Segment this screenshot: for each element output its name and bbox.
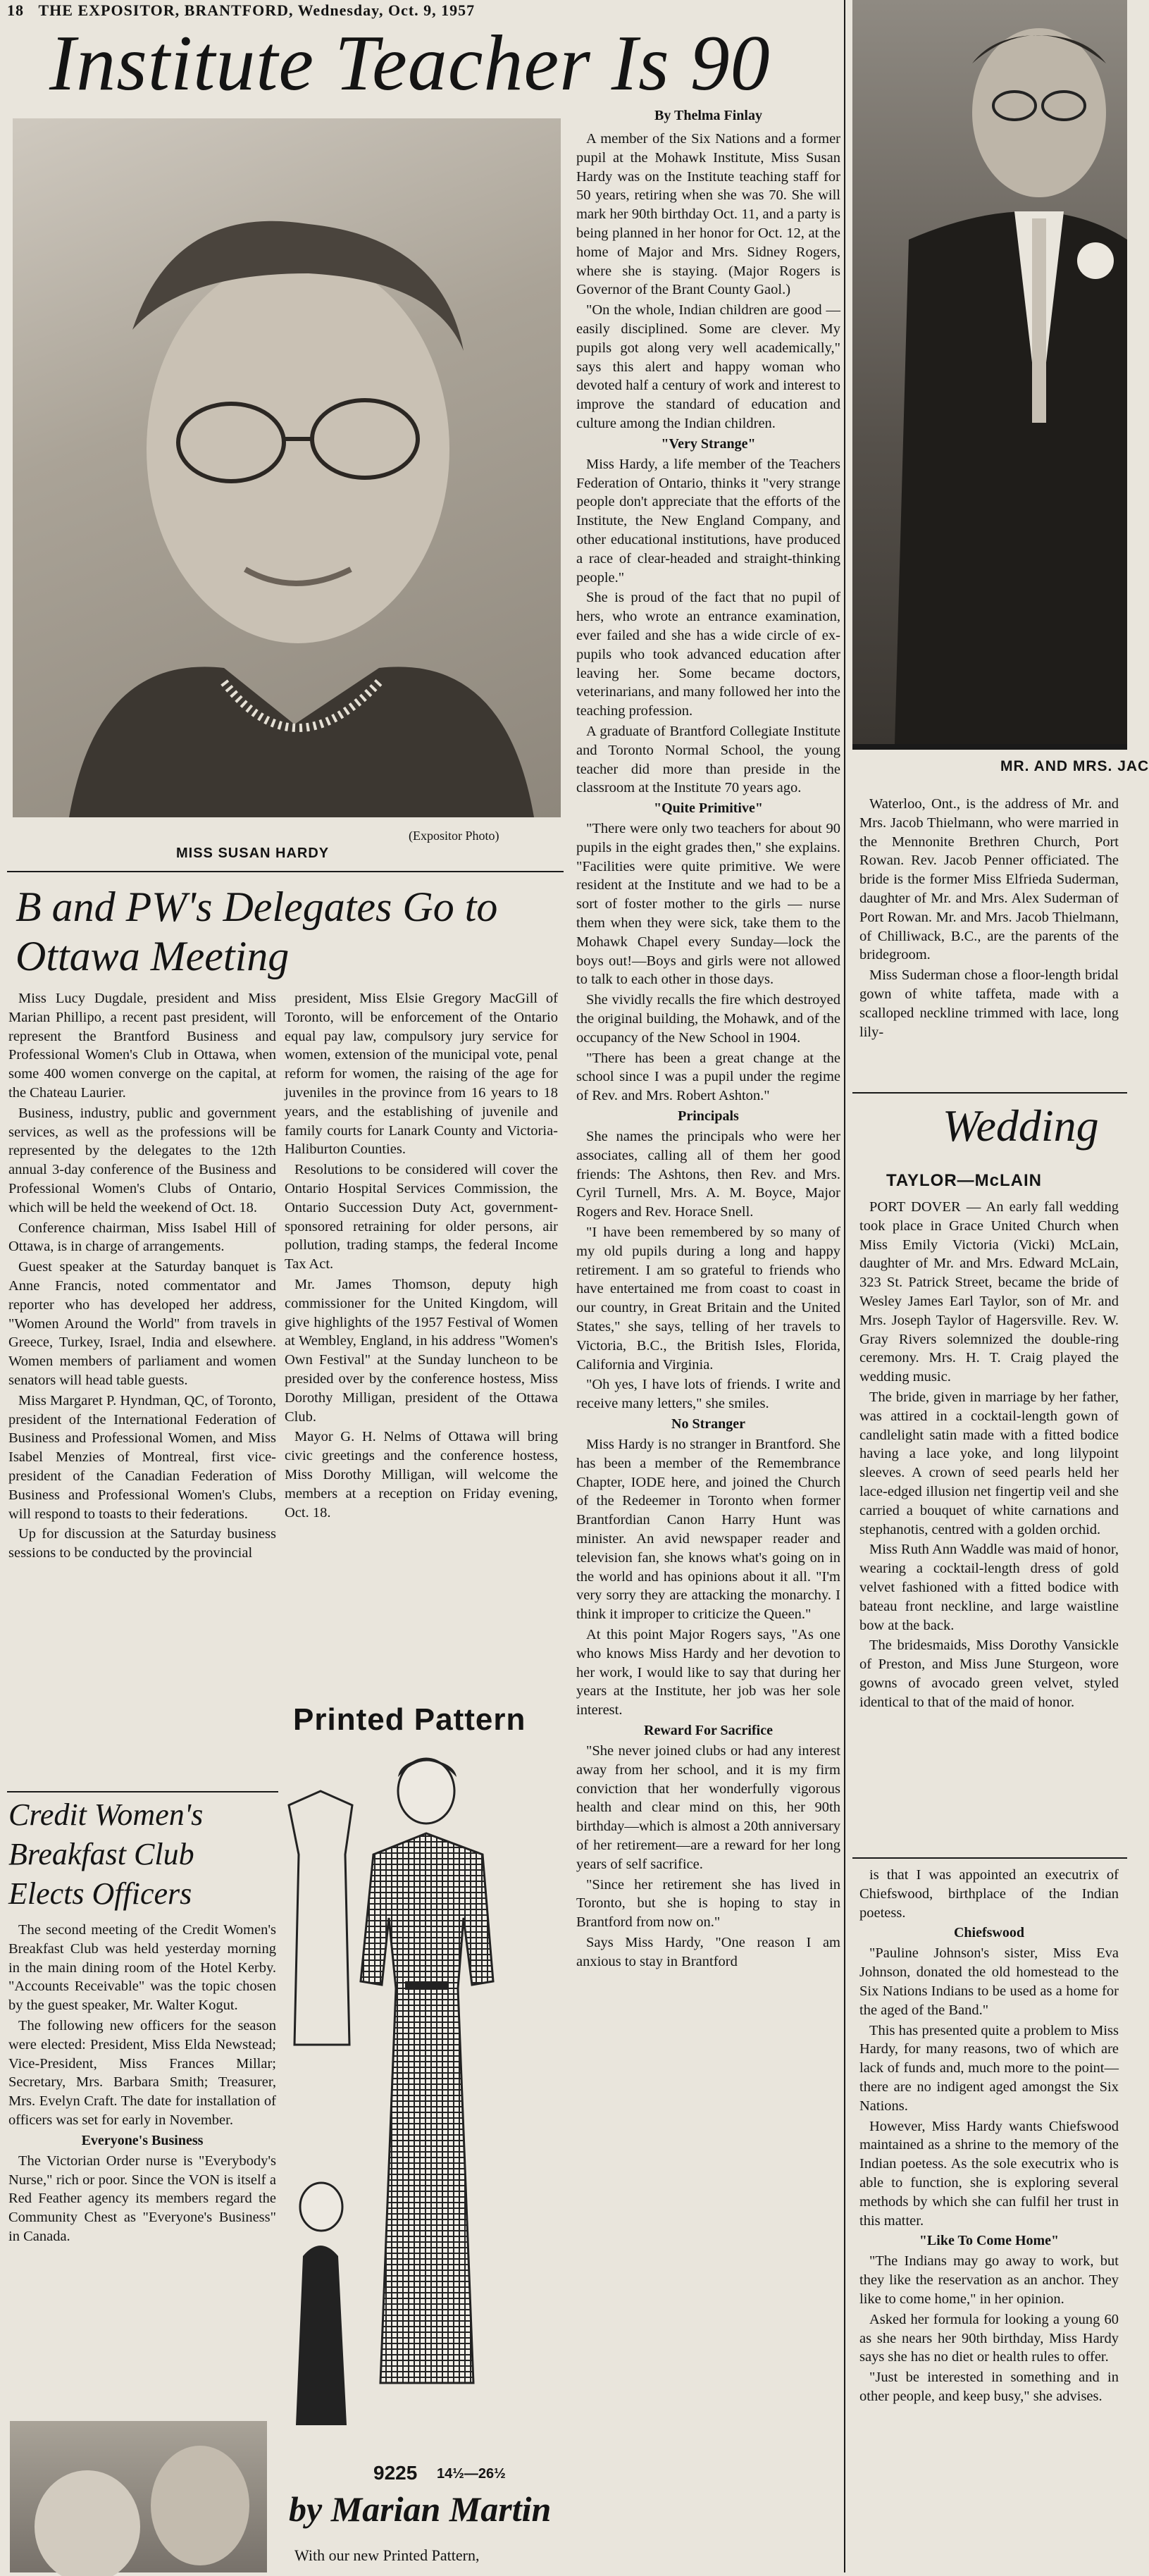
paragraph: The bridesmaids, Miss Dorothy Vansickle of Preston, and Miss June Sturgeon, wore gowns of avocado green velvet, styled identical to that of the maid of honor. [859,1637,1119,1710]
paragraph: "The Indians may go away to work, but they like the reservation as an anchor. They like to come home," in her opinion. [859,2253,1119,2307]
subhead-no-stranger: No Stranger [671,1416,745,1432]
column-rule [844,0,845,2572]
paragraph: Business, industry, public and government services, as well as the professions will be represented by the delegates to the 12th annual 3-day conference of the Business and Professional Women's Clubs of Ontario, which will be held the weekend of Oct. 18. [8,1105,276,1215]
bpw-column-2 [285,989,558,1694]
baby-illustration [10,2421,267,2572]
subhead-quite-primitive: "Quite Primitive" [654,800,763,817]
bpw-headline: B and PW's Delegates Go to Ottawa Meeting [15,884,498,979]
paragraph: Miss Hardy is no stranger in Brantford. She has been a member of the Remembrance Chapter, IODE here, and joined the Church of the Redeemer in Toronto when former Brantfordian Canon Harry Hunt was minister. An avid newspaper reader and television fan, she knows what's going on in the world and has opinions about it all. "I'm very sorry they are attacking the monarchy. I think it improper to criticize the Queen." [576,1437,840,1623]
paragraph: The second meeting of the Credit Women's Breakfast Club was held yesterday morning in the main dining room of the Hotel Kerby. "Accounts Receivable" was the topic chosen by the guest speaker, Mr. Walter Kogut. [8,1922,276,2014]
subhead-come-home: "Like To Come Home" [919,2233,1060,2249]
paragraph: "Pauline Johnson's sister, Miss Eva Johnson, donated the old homestead to the Six Nations Indians to be used as a home for the aged of the Band." [859,1945,1119,2018]
pattern-brand: by Marian Martin [289,2489,552,2529]
paragraph: "Just be interested in something and in other people, and keep busy," she advises. [859,2370,1119,2404]
masthead-line: THE EXPOSITOR, BRANTFORD, Wednesday, Oct. 9, 1957 [38,1,476,19]
paragraph: Mayor G. H. Nelms of Ottawa will bring civic greetings and the conference hostess, Miss Dorothy Milligan, will welcome the members at a reception on Friday evening, Oct. 18. [285,1429,558,1521]
paragraph: However, Miss Hardy wants Chiefswood maintained as a shrine to the memory of the Indian poetess. As the sole executrix who is able to function, she is exploring several methods by which she can fulfil her trust in this matter. [859,2118,1119,2229]
continuation-rule [852,1857,1127,1859]
bpw-rule-top [7,871,564,872]
subhead-everyones-business: Everyone's Business [81,2132,204,2148]
paragraph: Guest speaker at the Saturday banquet is Anne Francis, noted commentator and reporter who has developed her address, "Women Around the World" from travels in Greece, Turkey, Israel, India and elsewhere. Women members of parliament and women senators will head table guests. [8,1259,276,1388]
subhead-principals: Principals [678,1108,739,1125]
pattern-ad [282,1701,562,2572]
paragraph: Miss Hardy, a life member of the Teachers Federation of Ontario, thinks it "very strange people don't appreciate that the efforts of the Institute, the New England Company, and other educational institutions, have produced a race of clear-headed and straight-thinking people." [576,456,840,586]
paragraph: PORT DOVER — An early fall wedding took place in Grace United Church when Miss Emily Victoria (Vicki) McLain, daughter of Mr. and Mrs. Edward McLain, 323 St. Patrick Street, became the bride of Wesley James Earl Taylor, son of Mr. and Mrs. Joseph Taylor of Hagersville. Rev. W. Gray Rivers solemnized the double-ring ceremony. Mrs. H. T. Craig played the wedding music. [859,1199,1119,1385]
wedding-subhead: TAYLOR—McLAIN [886,1171,1043,1190]
paragraph: A member of the Six Nations and a former pupil at the Mohawk Institute, Miss Susan Hardy was on the Institute teaching staff for 50 years, retiring when she was 70. She will mark her 90th birthday Oct. 11, and a party is being planned in her honor for Oct. 12, at the home of Major and Mrs. Sidney Rogers, where she is staying. (Major Rogers is Governor of the Brant County Gaol.) [576,131,840,298]
wedding-story-column [859,1198,1119,1853]
baby-photo [10,2421,267,2572]
teacher-headline: Institute Teacher Is 90 [49,20,771,107]
subhead-reward: Reward For Sacrifice [644,1722,773,1738]
subhead-chiefswood: Chiefswood [953,1925,1024,1941]
paragraph: "I have been remembered by so many of my old pupils during a long and happy retirement. I am so grateful to friends who have entertained me from coast to coast in our country, in Great Britain and the United States," she says, telling of her travels to Victoria, B.C., the British Isles, Florida, California and Virginia. [576,1225,840,1373]
paragraph: Miss Lucy Dugdale, president and Miss Marian Phillipo, a recent past president, will represent the Brantford Business and Professional Women's Club in Ottawa, when some 400 women converge on the capital, at the Chateau Laurier. [8,991,276,1101]
paragraph: Miss Margaret P. Hyndman, QC, of Toronto, president of the International Federation of Business and Professional Women, and Miss Isabel Menzies of Montreal, first vice-president of the Canadian Federation of Business and Professional Women's Clubs, will respond to toasts to their federations. [8,1392,276,1522]
paragraph: "There were only two teachers for about 90 pupils in the eight grades then," she explains. "Facilities were quite primitive. We were resident at the Institute and we had to be a sort of foster mother to the girls — nurse them when they were sick, take them to the Mohawk Chapel every Sunday—lock the boys out!—Boys and girls were not allowed to talk to each other in those days. [576,821,840,988]
pattern-sizes: 14½—26½ [437,2466,506,2482]
paragraph: The following new officers for the season were elected: President, Miss Elda Newstead; Vice-President, Miss Frances Millar; Secretary, Mrs. Barbara Smith; Treasurer, Mrs. Evelyn Craft. The date for installation of officers was set for early in November. [8,2017,276,2128]
portrait-illustration [13,118,561,817]
photo-credit: (Expositor Photo) [409,829,499,843]
portrait-photo [13,118,561,817]
wedding-rule-top [852,1092,1127,1094]
paragraph: A graduate of Brantford Collegiate Institute and Toronto Normal School, the young teacher did more than preside in the classroom at the Institute 70 years ago. [576,723,840,796]
subhead-very-strange: "Very Strange" [661,435,756,452]
paragraph: Resolutions to be considered will cover the Ontario Hospital Services Commission, the Ontario Succession Duty Act, government-sponsored retraining for older persons, air pollution, trading stamps, the federal Income Tax Act. [285,1162,558,1272]
wedding-photo [852,0,1127,744]
pattern-title: Printed Pattern [293,1702,526,1737]
credit-column [8,1921,276,2414]
teacher-continuation-column [859,1866,1119,2567]
paragraph: Mr. James Thomson, deputy high commissioner for the United Kingdom, will give highlights of the 1957 Festival of Women at Wembley, England, in his address "Women's Own Festival" at the Sunday luncheon to be presided over by the conference hostess, Miss Dorothy Milligan, president of the Ottawa Club. [285,1276,558,1425]
teacher-column-1 [576,106,840,2565]
wedding-photo-caption: MR. AND MRS. JAC [1000,758,1149,774]
paragraph: Says Miss Hardy, "One reason I am anxious to stay in Brantford [576,1934,840,1969]
paragraph: Up for discussion at the Saturday business sessions to be conducted by the provincial [8,1526,276,1561]
paragraph: Waterloo, Ont., is the address of Mr. and Mrs. Jacob Thielmann, who were married in the Mennonite Brethren Church, Port Rowan. Rev. Jacob Penner officiated. The bride is the former Miss Elfrieda Suderman, daughter of Mr. and Mrs. Alex Suderman of Port Rowan. Mr. and Mrs. Jacob Thielmann, of Chilliwack, B.C., are the parents of the bridegroom. [859,796,1119,963]
paragraph: The bride, given in marriage by her father, was attired in a cocktail-length gown of candlelight satin made with a fitted bodice having a lace yoke, and long lilypoint sleeves. A crown of seed pearls held her lace-edged illusion net fingertip veil and she carried a bouquet of white carnations and stephanotis, centred with a golden orchid. [859,1389,1119,1537]
pattern-number: 9225 [373,2462,418,2484]
paragraph: The Victorian Order nurse is "Everybody's Nurse," rich or poor. Since the VON is itself a Red Feather agency its members regard the Community Chest as "Everyone's Business" in Canada. [8,2153,276,2244]
paragraph: Conference chairman, Miss Isabel Hill of Ottawa, is in charge of arrangements. [8,1220,276,1255]
paragraph: She vividly recalls the fire which destroyed the original building, the Mohawk, and of the occupancy of the New School in 1904. [576,992,840,1046]
bpw-column-1 [8,989,276,1790]
dress-illustration [282,1749,562,2489]
wedding-header: Wedding [943,1101,1099,1151]
paragraph: "Oh yes, I have lots of friends. I write and receive many letters," she smiles. [576,1377,840,1412]
paragraph: president, Miss Elsie Gregory MacGill of Toronto, will be enforcement of the Ontario equal pay law, compulsory jury service for women, extension of the municipal vote, penal reform for women, the raising of the age for juveniles in the province from 16 years to 18 years, and the establishing of juvenile and family courts for Lanark County and Victoria-Haliburton Counties. [285,991,558,1158]
paragraph: Asked her formula for looking a young 60 as she nears her 90th birthday, Miss Hardy says she has no diet or health rules to offer. [859,2311,1119,2365]
credit-headline: Credit Women's Breakfast Club Elects Officers [8,1797,204,1911]
paragraph: "On the whole, Indian children are good — easily disciplined. Some are clever. My pupils got along very well academically," says this alert and happy woman who devoted half a century of work and interest to improve the standard of education and culture among the Indian children. [576,302,840,431]
paragraph: She names the principals who were her associates, calling all of them her good friends: The Ashtons, then Rev. and Mrs. Cyril Turnell, Mrs. A. M. Boyce, Major Rogers and Rev. Horace Snell. [576,1129,840,1220]
wedding-photo-frame [852,744,1127,750]
paragraph: Miss Suderman chose a floor-length bridal gown of white taffeta, made with a scalloped neckline trimmed with lace, long lily- [859,967,1119,1040]
paragraph: This has presented quite a problem to Miss Hardy, for many reasons, two of which are lack of funds and, much more to the point—there are no indigent aged amongst the Six Nations. [859,2022,1119,2114]
pattern-footer: With our new Printed Pattern, [294,2546,480,2564]
wedding-intro-column [859,795,1119,1091]
paragraph: "Since her retirement she has lived in Toronto, but she is hoping to stay in Brantford from now on." [576,1876,840,1931]
credit-rule-top [7,1791,278,1792]
groom-illustration [852,0,1127,744]
byline: By Thelma Finlay [654,108,762,123]
paragraph: Miss Ruth Ann Waddle was maid of honor, wearing a cocktail-length dress of gold velvet fashioned with a fitted bodice with bateau front neckline, and large waistline bow at the back. [859,1542,1119,1633]
page-number: 18 [7,1,24,19]
paragraph: is that I was appointed an executrix of Chiefswood, birthplace of the Indian poetess. [859,1867,1119,1921]
paragraph: She is proud of the fact that no pupil of hers, who wrote an entrance examination, ever failed and she has a wide circle of ex-pupils who took advanced education after leaving her. Some became doctors, veterinarians, and many followed her into the teaching profession. [576,590,840,719]
paragraph: "She never joined clubs or had any interest away from her school, and it is my firm conviction that her wonderfully vigorous health and clear mind on this, her 90th birthday—which is almost a 20th anniversary of her retirement—are a reward for her long years of self sacrifice. [576,1742,840,1872]
paragraph: At this point Major Rogers says, "As one who knows Miss Hardy and her devotion to her work, I would like to say that during her years at the Institute, her job was her sole interest. [576,1626,840,1719]
photo-caption: MISS SUSAN HARDY [176,846,330,861]
paragraph: "There has been a great change at the school since I was a pupil under the regime of Rev. and Mrs. Robert Ashton." [576,1050,840,1104]
